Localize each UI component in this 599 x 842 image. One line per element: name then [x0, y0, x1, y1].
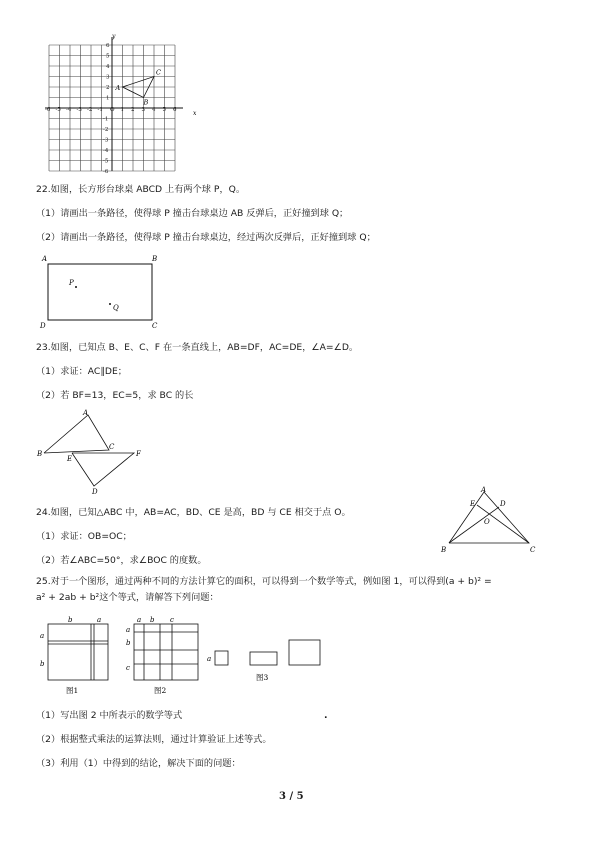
fig2-label-left-c: c — [126, 664, 130, 672]
q23-label-E: E — [67, 455, 73, 463]
x-tick-label: 5 — [162, 107, 166, 113]
fig1-caption: 图1 — [66, 686, 79, 695]
q25-part2: （2）根据整式乘法的运算法则，通过计算验证上述等式。 — [36, 734, 272, 745]
q25-stem-line1: 25.对于一个图形，通过两种不同的方法计算它的面积，可以得到一个数学等式，例如图 1，可以得到(a + b)² = — [36, 576, 492, 587]
x-tick-label: -6 — [45, 107, 51, 113]
y-tick-label: -4 — [103, 148, 109, 154]
q22-billiard-table-figure — [36, 252, 166, 332]
q24-triangle-figure — [436, 484, 546, 556]
point-label-b: B — [143, 98, 149, 107]
fig1-label-top-b: b — [68, 616, 73, 624]
q25-figure3 — [215, 640, 320, 665]
q23-label-C: C — [109, 443, 115, 451]
x-tick-label: O — [110, 107, 115, 113]
page-number: 3 / 5 — [279, 791, 304, 802]
q25-stem-line2: a² + 2ab + b²这个等式，请解答下列问题： — [36, 592, 219, 603]
x-tick-label: 2 — [131, 107, 135, 113]
q25-figure2 — [134, 624, 198, 680]
q24-label-A: A — [481, 486, 487, 494]
fig2-caption: 图2 — [154, 686, 167, 695]
q24-label-O: O — [484, 518, 490, 526]
q22-label-P: P — [69, 279, 74, 287]
x-tick-label: -3 — [76, 107, 82, 113]
y-tick-label: -1 — [103, 116, 109, 123]
q24-label-D: D — [500, 500, 506, 508]
y-tick-label: 5 — [106, 53, 110, 60]
q22-label-C: C — [152, 322, 158, 330]
q23-stem: 23.如图，已知点 B、E、C、F 在一条直线上，AB=DF，AC=DE，∠A=∠D。 — [36, 342, 359, 353]
coordinate-grid-figure — [36, 30, 206, 180]
q25-area-figures — [36, 612, 336, 702]
x-tick-label: 1 — [120, 107, 124, 113]
fig2-label-left-b: b — [126, 639, 131, 647]
y-tick-label: 3 — [106, 74, 110, 81]
x-axis-label: x — [193, 110, 197, 117]
q23-label-F: F — [136, 450, 141, 458]
q22-label-Q: Q — [113, 304, 119, 312]
q24-part2: （2）若∠ABC=50°，求∠BOC 的度数。 — [36, 555, 207, 566]
y-tick-label: -6 — [103, 169, 109, 175]
fig2-label-left-a: a — [126, 626, 131, 634]
fig3-label-a: a — [207, 655, 212, 663]
q22-label-B: B — [152, 255, 158, 263]
y-tick-label: 6 — [106, 43, 110, 49]
y-tick-label: 1 — [106, 95, 110, 102]
q23-label-B: B — [37, 450, 43, 458]
fig2-label-top-c: c — [170, 616, 174, 624]
fig2-label-top-a: a — [137, 616, 142, 624]
q25-part3: （3）利用（1）中得到的结论，解决下面的问题： — [36, 758, 241, 769]
y-tick-label: -5 — [103, 158, 109, 165]
q24-label-B: B — [441, 546, 447, 554]
q22-part2: （2）请画出一条路径，使得球 P 撞击台球桌边，经过两次反弹后，正好撞到球 Q； — [36, 232, 376, 243]
fig1-label-left-b: b — [40, 660, 45, 668]
fig2-label-top-b: b — [150, 616, 155, 624]
y-axis-label: y — [112, 33, 116, 40]
y-tick-label: 4 — [106, 64, 110, 70]
q23-label-A: A — [83, 409, 89, 417]
y-tick-label: 2 — [106, 85, 110, 91]
x-tick-label: -1 — [97, 107, 103, 113]
q24-stem: 24.如图，已知△ABC 中，AB=AC，BD、CE 是高，BD 与 CE 相交于点 O。 — [36, 507, 351, 518]
q24-label-E: E — [470, 500, 476, 508]
fig1-label-left-a: a — [40, 632, 45, 640]
q23-triangles-figure — [36, 406, 151, 496]
x-tick-label: -4 — [66, 107, 72, 113]
x-tick-label: -5 — [55, 107, 61, 113]
fig1-label-top-a: a — [97, 616, 102, 624]
q25-figure1 — [48, 624, 108, 680]
q23-part1: （1）求证：AC∥DE； — [36, 366, 127, 377]
q25-part1: （1）写出图 2 中所表示的数学等式 — [36, 710, 183, 721]
q25-part1-answer-dot: . — [324, 710, 328, 721]
x-tick-label: 6 — [173, 107, 177, 113]
fig3-caption: 图3 — [256, 673, 269, 682]
y-tick-label: -2 — [103, 127, 109, 133]
x-tick-label: 3 — [141, 107, 145, 113]
q24-label-C: C — [530, 546, 536, 554]
point-label-c: C — [156, 68, 161, 77]
x-tick-label: 4 — [152, 107, 156, 113]
q22-stem: 22.如图，长方形台球桌 ABCD 上有两个球 P，Q。 — [36, 184, 246, 195]
q22-label-D: D — [40, 322, 46, 330]
point-label-a: A — [115, 84, 121, 92]
x-tick-label: -2 — [87, 107, 93, 113]
y-tick-label: -3 — [103, 137, 109, 144]
q23-part2: （2）若 BF=13，EC=5，求 BC 的长 — [36, 390, 194, 401]
q24-part1: （1）求证：OB=OC； — [36, 531, 132, 542]
q22-label-A: A — [42, 255, 48, 263]
q23-label-D: D — [92, 488, 98, 496]
q22-part1: （1）请画出一条路径，使得球 P 撞击台球桌边 AB 反弹后，正好撞到球 Q； — [36, 208, 349, 219]
